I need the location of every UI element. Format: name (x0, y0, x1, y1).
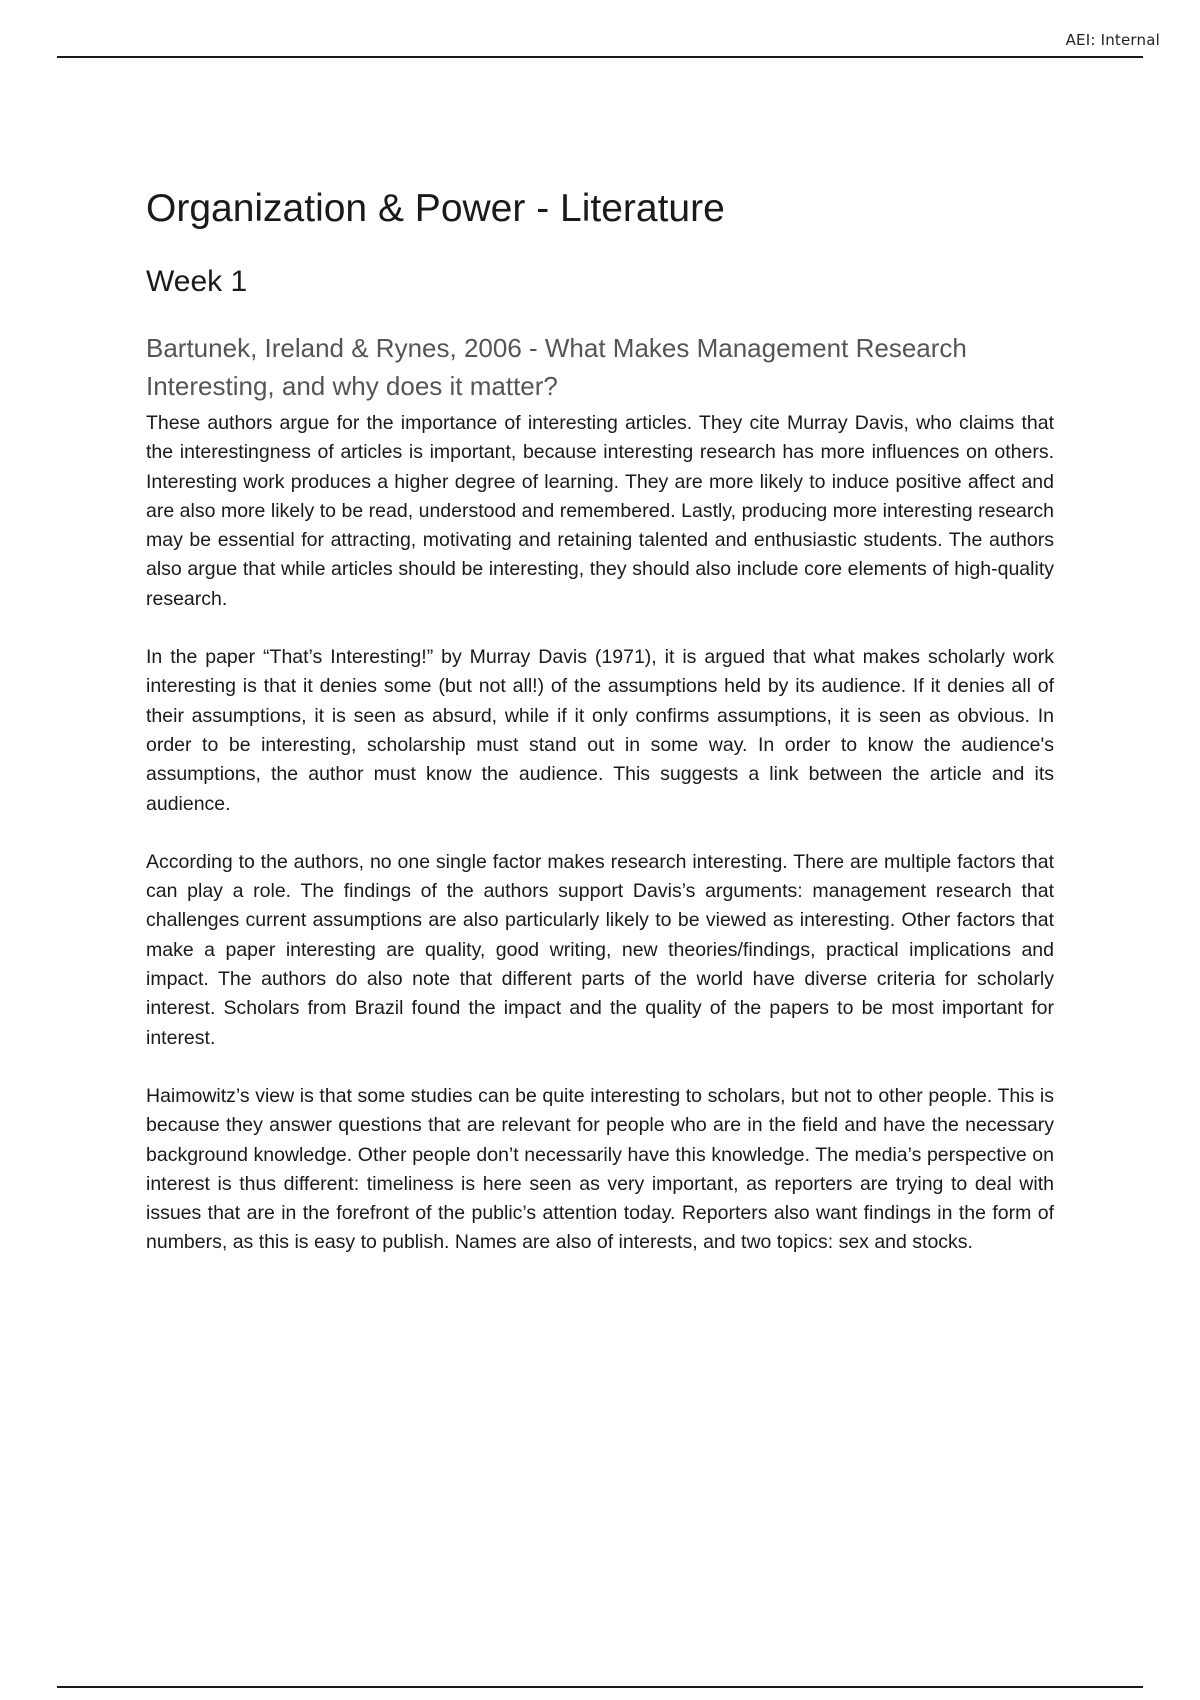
paragraph-factors: According to the authors, no one single factor makes research interesting. There are multiple factors that can play a role. The findings of the authors support Davis’s arguments: management research that challenges current assumptions are also particularly likely to be viewed as interesting. Other factors that make a paper interesting are quality, good writing, new theories/findings, practical implications and impact. The authors do also note that different parts of the world have diverse criteria for scholarly interest. Scholars from Brazil found the impact and the quality of the papers to be most important for interest. (146, 850, 1054, 1049)
document-body (146, 182, 1054, 1258)
paragraph-davis: In the paper “That’s Interesting!” by Murray Davis (1971), it is argued that what makes scholarly work interesting is that it denies some (but not all!) of the assumptions held by its audience. If it denies all of their assumptions, it is seen as absurd, while if it only confirms assumptions, it is seen as obvious. In order to be interesting, scholarship must stand out in some way. In order to know the audience's assumptions, the author must know the audience. This suggests a link between the article and its audience. (146, 646, 1054, 815)
header-divider (57, 56, 1143, 58)
paragraph-importance: These authors argue for the importance of interesting articles. They cite Murray Davis, who claims that the interestingness of articles is important, because interesting research has more influences on others. Interesting work produces a higher degree of learning. They are more likely to induce positive affect and are also more likely to be read, understood and remembered. Lastly, producing more interesting research may be essential for attracting, motivating and retaining talented and enthusiastic students. The authors also argue that while articles should be interesting, they should also include core elements of high-quality research. (146, 412, 1054, 610)
document-title: Organization & Power - Literature (146, 187, 725, 230)
week-heading: Week 1 (146, 265, 248, 298)
article-heading: Bartunek, Ireland & Rynes, 2006 - What Makes Management Research Interesting, and why does it matter? (146, 333, 967, 401)
paragraph-haimowitz: Haimowitz’s view is that some studies can be quite interesting to scholars, but not to other people. This is because they answer questions that are relevant for people who are in the field and have the necessary background knowledge. Other people don’t necessarily have this knowledge. The media’s perspective on interest is thus different: timeliness is here seen as very important, as reporters are trying to deal with issues that are in the forefront of the public’s attention today. Reporters also want findings in the form of numbers, as this is easy to publish. Names are also of interests, and two topics: sex and stocks. (146, 1084, 1054, 1254)
footer-divider (57, 1686, 1143, 1688)
classification-label: AEI: Internal (1065, 31, 1160, 49)
